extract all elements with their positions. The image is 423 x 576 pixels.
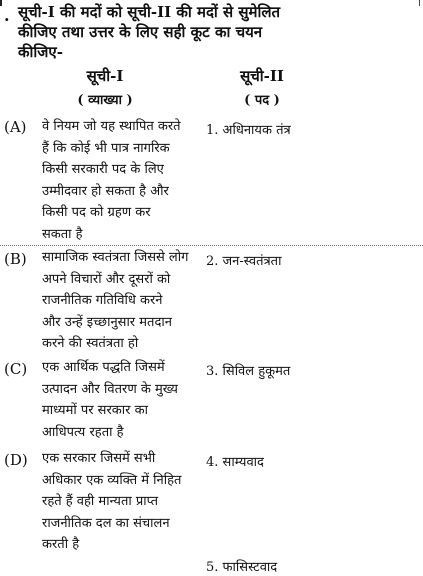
list1-item-a-line: सकता है [42,226,83,242]
list1-item-c-description [42,357,178,443]
divider [0,245,423,246]
list1-item-c-marker: (C) [4,360,28,378]
list1-item-d-line: करती है [42,537,80,552]
list1-item-b-line: राजनीतिक गतिविधि करने [42,293,163,308]
list1-item-a-line: वे नियम जो यह स्थापित करते [42,119,181,134]
list1-item-b-line: और उन्हें इच्छानुसार मतदान [42,314,172,330]
list2-item-4: 4. साम्यवाद [206,455,264,470]
list1-item-c-line: एक आर्थिक पद्धति जिसमें [42,360,165,375]
list2-title: सूची-II [240,67,284,85]
list1-subtitle: ( व्याख्या ) [77,93,133,108]
list2-item-1: 1. अधिनायक तंत्र [206,123,291,138]
list1-item-c-line: माध्यमों पर सरकार का [42,403,148,418]
question-line-3: कीजिए- [18,43,63,61]
list1-item-a-line: किसी पद को ग्रहण कर [42,205,151,220]
list1-item-a-line: किसी सरकारी पद के लिए [42,162,164,177]
list2-subtitle: ( पद ) [244,93,280,108]
list1-item-d-line: अधिकार एक व्यक्ति में निहित [42,472,182,488]
list1-item-d-line: एक सरकार जिसमें सभी [42,451,156,466]
corner-mark-left [0,0,2,6]
list1-item-b-line: अपने विचारों और दूसरों को [42,271,171,287]
list1-item-a-line: हैं कि कोई भी पात्र नागरिक [42,140,170,156]
list1-item-a-line: उम्मीदवार हो सकता है और [42,183,169,199]
list1-item-a-description [42,116,181,245]
list1-item-b-marker: (B) [4,250,27,268]
list1-item-c-line: आधिपत्य रहता है [42,424,124,440]
list1-item-b-line: करने की स्वतंत्रता हो [42,336,139,351]
list2-item-5: 5. फासिस्टवाद [206,560,278,575]
list2-item-2: 2. जन-स्वतंत्रता [206,254,282,269]
list1-item-c-line: उत्पादन और वितरण के मुख्य [42,381,178,397]
list1-title: सूची-I [86,67,124,85]
list1-item-d-description [42,448,181,556]
list1-item-a-marker: (A) [4,118,27,136]
list1-item-d-line: राजनीतिक दल का संचालन [42,515,170,531]
list1-item-d-line: रहते हैं वही मान्यता प्राप्त [42,494,159,509]
list1-item-d-marker: (D) [4,451,28,469]
corner-mark-right [419,0,420,6]
question-line-2: कीजिए तथा उत्तर के लिए सही कूट का चयन [18,23,263,41]
list1-item-b-line: सामाजिक स्वतंत्रता जिससे लोग [42,250,189,265]
question-number: . [4,6,10,25]
question-line-1: सूची-I की मदों को सूची-II की मदों से सुमेलित [18,3,281,21]
list1-item-b-description [42,247,188,355]
list2-item-3: 3. सिविल हुकूमत [206,364,291,379]
